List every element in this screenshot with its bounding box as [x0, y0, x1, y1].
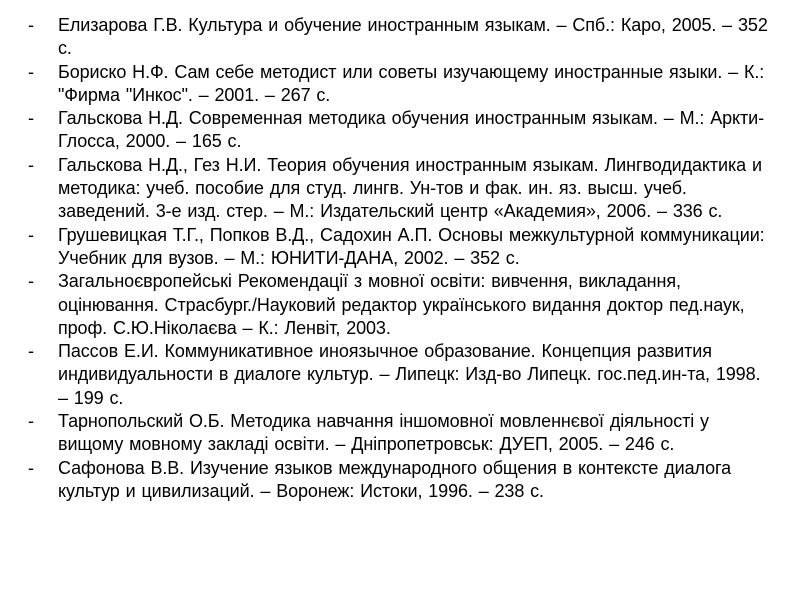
list-dash: - — [28, 108, 34, 129]
reference-text: Грушевицкая Т.Г., Попков В.Д., Садохин А.П. Основы межкультурной коммуникации: Учебник для вузов. – М.: ЮНИТИ-ДАНА, 2002. – 352 с. — [58, 224, 765, 268]
list-dash: - — [28, 457, 34, 478]
reference-text: Загальноєвропейські Рекомендації з мовної освіти: вивчення, викладання, оцінювання. Страсбург./Науковий редактор українського видання доктор пед.наук, проф. С.Ю.Ніколаєва – К.: Ленвіт, 2003. — [58, 271, 745, 338]
reference-text: Тарнопольский О.Б. Методика навчання іншомовної мовленнєвої діяльності у вищому мовному закладі освіти. – Дніпропетровськ: ДУЕП, 2005. – 246 с. — [58, 411, 709, 455]
reference-text: Гальскова Н.Д. Современная методика обучения иностранным языкам. – М.: Аркти-Глосса, 2000. – 165 с. — [58, 108, 764, 152]
reference-item — [22, 61, 772, 108]
reference-item — [22, 457, 772, 504]
reference-text: Гальскова Н.Д., Гез Н.И. Теория обучения иностранным языкам. Лингводидактика и методика: учеб. пособие для студ. лингв. Ун-тов и фак. ин. яз. высш. учеб. заведений. 3-е изд. стер. – М.: Издательский центр «Академия», 2006. – 336 с. — [58, 154, 762, 222]
reference-item — [22, 270, 772, 340]
reference-item — [22, 107, 772, 154]
list-dash: - — [28, 271, 34, 292]
list-dash: - — [28, 411, 34, 432]
reference-item — [22, 154, 772, 224]
list-dash: - — [28, 341, 34, 362]
reference-item — [22, 340, 772, 410]
reference-text: Сафонова В.В. Изучение языков международного общения в контексте диалога культур и цивилизаций. – Воронеж: Истоки, 1996. – 238 с. — [58, 457, 732, 501]
reference-item — [22, 224, 772, 271]
reference-list — [22, 14, 772, 503]
reference-item — [22, 14, 772, 61]
reference-text: Елизарова Г.В. Культура и обучение иностранным языкам. – Спб.: Каро, 2005. – 352 с. — [58, 15, 768, 59]
reference-item — [22, 410, 772, 457]
reference-text: Пассов Е.И. Коммуникативное иноязычное образование. Концепция развития индивидуальности в диалоге культур. – Липецк: Изд-во Липецк. гос.пед.ин-та, 1998. – 199 с. — [58, 341, 761, 408]
list-dash: - — [28, 224, 34, 245]
list-dash: - — [28, 61, 34, 82]
list-dash: - — [28, 154, 34, 175]
list-dash: - — [28, 15, 34, 35]
reference-text: Бориско Н.Ф. Сам себе методист или советы изучающему иностранные языки. – К.: "Фирма "Инкос". – 2001. – 267 с. — [58, 61, 765, 105]
